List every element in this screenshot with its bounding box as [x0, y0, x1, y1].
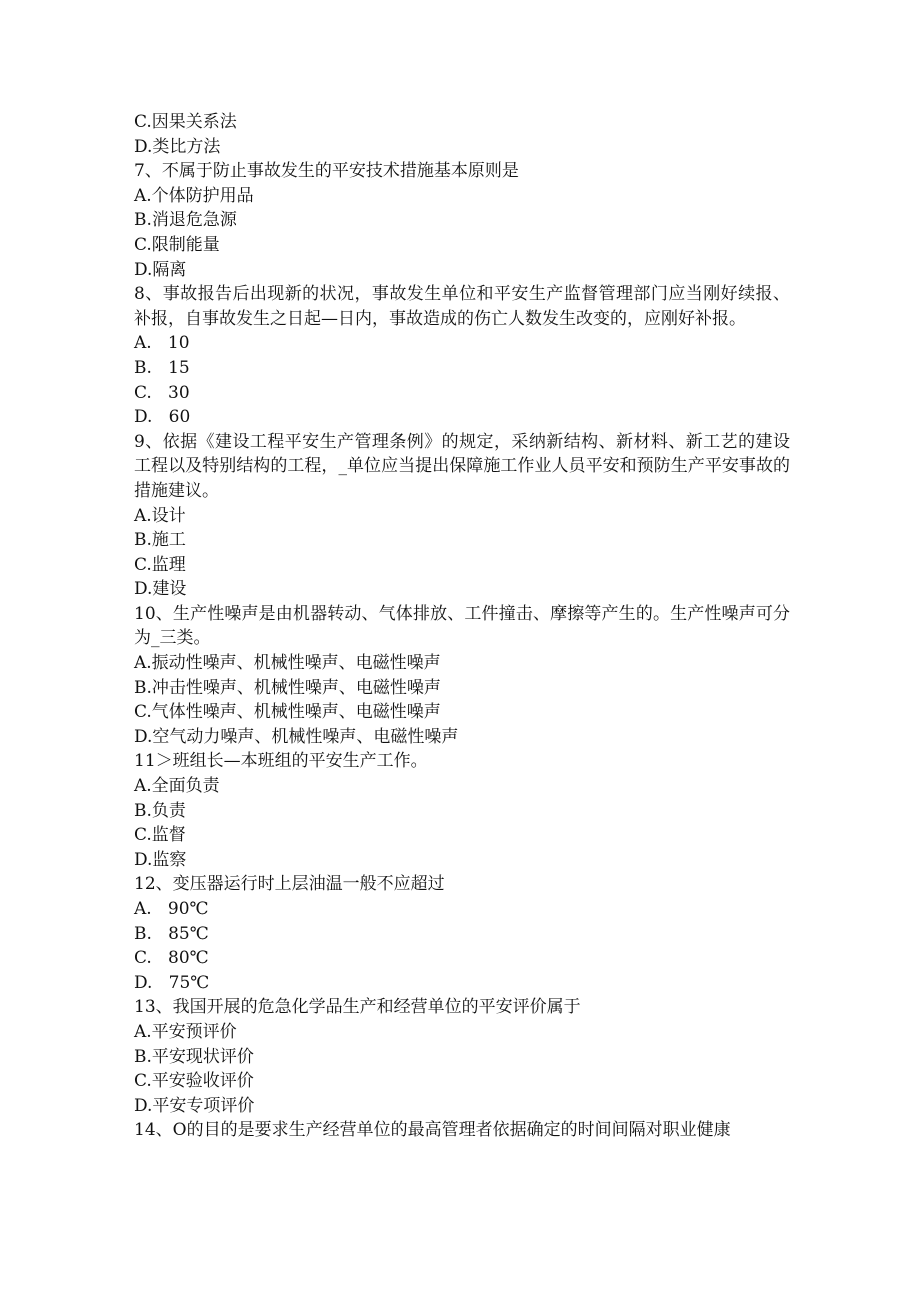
question-10: 10、生产性噪声是由机器转动、气体排放、工件撞击、摩擦等产生的。生产性噪声可分为_三类。: [134, 603, 790, 649]
option-line: C.因果关系法: [134, 112, 237, 132]
option-line: C. 30: [134, 382, 190, 403]
option-line: B.施工: [134, 530, 186, 551]
option-line: D.监察: [134, 849, 187, 870]
option-line: C.气体性噪声、机械性噪声、电磁性噪声: [134, 702, 441, 723]
option-line: D.类比方法: [134, 136, 221, 157]
option-line: D.隔离: [134, 259, 187, 280]
option-line: C.监理: [134, 554, 186, 575]
option-line: B.负责: [134, 800, 186, 821]
option-line: A. 90℃: [134, 899, 209, 919]
option-line: C.平安验收评价: [134, 1071, 254, 1092]
option-line: C.限制能量: [134, 234, 220, 255]
question-13: 13、我国开展的危急化学品生产和经营单位的平安评价属于: [134, 997, 581, 1018]
question-14: 14、O的目的是要求生产经营单位的最高管理者依据确定的时间间隔对职业健康: [134, 1120, 731, 1141]
option-line: C.监督: [134, 825, 186, 846]
option-line: D. 75℃: [134, 972, 210, 993]
option-line: D. 60: [134, 407, 191, 428]
option-line: A.个体防护用品: [134, 185, 254, 206]
option-line: D.建设: [134, 579, 187, 600]
question-11: 11＞班组长—本班组的平安生产工作。: [134, 751, 428, 772]
question-8: 8、事故报告后出现新的状况，事故发生单位和平安生产监督管理部门应当刚好续报、补报，自事故发生之日起—日内，事故造成的伤亡人数发生改变的，应刚好补报。: [134, 284, 790, 329]
option-line: B. 15: [134, 357, 190, 378]
option-line: D.空气动力噪声、机械性噪声、电磁性噪声: [134, 726, 459, 747]
option-line: B.冲击性噪声、机械性噪声、电磁性噪声: [134, 677, 441, 698]
option-line: A.全面负责: [134, 776, 220, 797]
option-line: D.平安专项评价: [134, 1095, 255, 1116]
option-line: A.振动性噪声、机械性噪声、电磁性噪声: [134, 653, 441, 674]
option-line: A.设计: [134, 505, 186, 526]
option-line: A. 10: [134, 333, 190, 354]
option-line: B.平安现状评价: [134, 1046, 254, 1067]
question-12: 12、变压器运行时上层油温一般不应超过: [134, 874, 445, 895]
option-line: B.消退危急源: [134, 210, 237, 231]
question-9: 9、依据《建设工程平安生产管理条例》的规定，采纳新结构、新材料、新工艺的建设工程以及特别结构的工程，_单位应当提出保障施工作业人员平安和预防生产平安事故的措施建议。: [134, 431, 790, 501]
document-page: [134, 110, 790, 1143]
option-line: B. 85℃: [134, 923, 209, 944]
question-7: 7、不属于防止事故发生的平安技术措施基本原则是: [134, 161, 519, 182]
option-line: A.平安预评价: [134, 1021, 237, 1042]
option-line: C. 80℃: [134, 948, 209, 969]
